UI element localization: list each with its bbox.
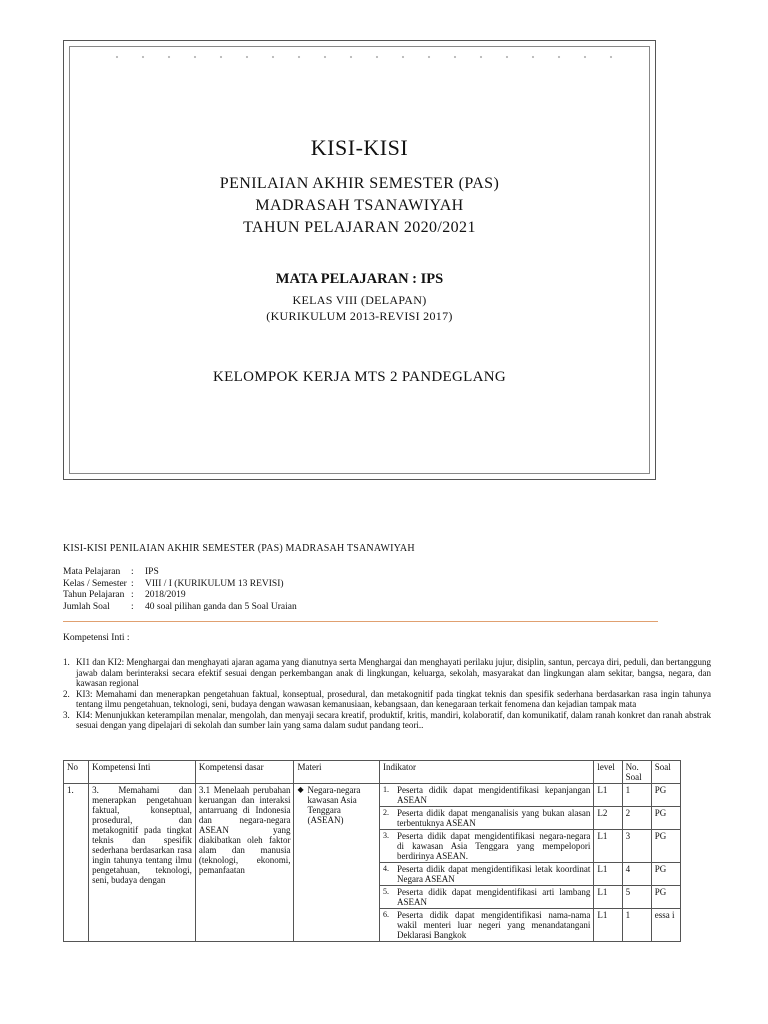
meta-key: Tahun Pelajaran bbox=[63, 590, 125, 600]
cell-soal: PG bbox=[651, 784, 680, 807]
indicator-text: Peserta didik dapat mengidentifikasi negara-negara di kawasan Asia Tenggara yang mempelopori berdirinya ASEAN. bbox=[397, 831, 591, 861]
indicator-number: 5. bbox=[383, 887, 390, 896]
materi-bullet-item bbox=[297, 785, 376, 825]
document-title: KISI-KISI PENILAIAN AKHIR SEMESTER (PAS) MADRASAH TSANAWIYAH bbox=[63, 543, 415, 554]
ki-number: 1. bbox=[63, 657, 70, 667]
cover-group: KELOMPOK KERJA MTS 2 PANDEGLANG bbox=[213, 369, 506, 385]
table-row bbox=[64, 784, 681, 807]
indicator-number: 6. bbox=[383, 910, 390, 919]
indicator-item bbox=[383, 808, 590, 828]
cover-title: KISI-KISI bbox=[310, 135, 409, 160]
meta-row bbox=[63, 590, 297, 602]
cover-kelas: KELAS VIII (DELAPAN) bbox=[292, 293, 427, 307]
indicator-number: 1. bbox=[383, 785, 390, 794]
ki-item bbox=[63, 657, 711, 689]
meta-key: Mata Pelajaran bbox=[63, 567, 121, 577]
header-soal: Soal bbox=[651, 761, 680, 784]
meta-value: VIII / I (KURIKULUM 13 REVISI) bbox=[145, 578, 284, 589]
meta-info bbox=[63, 567, 297, 613]
meta-key: Jumlah Soal bbox=[63, 601, 110, 612]
cover-class-info bbox=[64, 292, 655, 324]
header-indikator: Indikator bbox=[380, 761, 594, 784]
indicator-text: Peserta didik dapat mengidentifikasi nama-nama wakil menteri luar negeri yang menandatangani Deklarasi Bangkok bbox=[397, 910, 591, 940]
cell-no-soal: 5 bbox=[622, 886, 651, 909]
cell-soal: PG bbox=[651, 807, 680, 830]
indicator-item bbox=[383, 910, 590, 940]
indicator-number: 3. bbox=[383, 831, 390, 840]
indicator-item bbox=[383, 864, 590, 884]
indicator-text: Peserta didik dapat mengidentifikasi arti lambang ASEAN bbox=[397, 887, 591, 907]
cell-soal: PG bbox=[651, 830, 680, 863]
decorative-dots bbox=[104, 55, 615, 59]
cell-indicator bbox=[380, 909, 594, 942]
cell-level: L1 bbox=[594, 784, 622, 807]
cell-level: L1 bbox=[594, 863, 622, 886]
meta-sep: : bbox=[131, 578, 134, 589]
meta-value: IPS bbox=[145, 567, 159, 577]
cell-soal: PG bbox=[651, 886, 680, 909]
meta-row bbox=[63, 567, 297, 579]
header-level: level bbox=[594, 761, 622, 784]
cell-indicator bbox=[380, 863, 594, 886]
cover-line-madrasah: MADRASAH TSANAWIYAH bbox=[255, 197, 464, 214]
cover-inner-border bbox=[69, 46, 650, 474]
horizontal-divider bbox=[63, 621, 658, 622]
cell-indicator bbox=[380, 886, 594, 909]
cover-subtitle bbox=[64, 173, 655, 239]
indicator-item bbox=[383, 887, 590, 907]
cell-materi bbox=[294, 784, 380, 942]
cell-kd: 3.1 Menelaah perubahan keruangan dan interaksi antarruang di Indonesia dan negara-negara ASEAN yang diakibatkan oleh faktor alam dan manusia (teknologi, ekonomi, pemanfaatan bbox=[195, 784, 294, 942]
header-materi: Materi bbox=[294, 761, 380, 784]
cell-soal: PG bbox=[651, 863, 680, 886]
cell-no-soal: 3 bbox=[622, 830, 651, 863]
kisi-kisi-table bbox=[63, 760, 681, 942]
cover-kurikulum: (KURIKULUM 2013-REVISI 2017) bbox=[266, 309, 453, 323]
cell-level: L1 bbox=[594, 886, 622, 909]
ki-text: KI1 dan KI2: Menghargai dan menghayati ajaran agama yang dianutnya serta Menghargai dan menghayati perilaku jujur, disiplin, santun, percaya diri, peduli, dan bertanggung jawab dalam berinteraksi secara efektif sesuai dengan perkembangan anak di lingkungan, keluarga, sekolah, masyarakat dan lingkungan alam sekitar, bangsa, negara, dan kawasan regional bbox=[76, 657, 711, 688]
cell-indicator bbox=[380, 807, 594, 830]
materi-text: Negara-negara kawasan Asia Tenggara (ASEAN) bbox=[307, 785, 361, 825]
indicator-number: 2. bbox=[383, 808, 390, 817]
meta-value: 40 soal pilihan ganda dan 5 Soal Uraian bbox=[145, 601, 297, 612]
cover-frame bbox=[63, 40, 656, 480]
diamond-bullet-icon: ◆ bbox=[297, 785, 304, 794]
cell-row-no: 1. bbox=[64, 784, 89, 942]
meta-key: Kelas / Semester bbox=[63, 578, 127, 589]
indicator-text: Peserta didik dapat mengidentifikasi kepanjangan ASEAN bbox=[397, 785, 591, 805]
meta-row bbox=[63, 579, 297, 591]
meta-sep: : bbox=[131, 601, 134, 612]
ki-item bbox=[63, 689, 711, 710]
cover-line-tahun: TAHUN PELAJARAN 2020/2021 bbox=[243, 219, 476, 236]
meta-sep: : bbox=[131, 590, 134, 600]
cover-subject: MATA PELAJARAN : IPS bbox=[275, 271, 444, 287]
meta-row bbox=[63, 602, 297, 614]
ki-number: 2. bbox=[63, 688, 70, 699]
cell-level: L1 bbox=[594, 830, 622, 863]
ki-number: 3. bbox=[63, 709, 70, 720]
cell-ki: 3. Memahami dan menerapkan pengetahuan faktual, konseptual, prosedural, dan metakognitif pada tingkat teknis dan spesifik sederhana berdasarkan rasa ingin tahunya tentang ilmu pengetahuan, teknologi, seni, budaya dengan bbox=[89, 784, 196, 942]
ki-list bbox=[63, 657, 711, 731]
meta-value: 2018/2019 bbox=[145, 590, 186, 600]
table-header-row bbox=[64, 761, 681, 784]
meta-sep: : bbox=[131, 567, 134, 577]
cell-no-soal: 1 bbox=[622, 784, 651, 807]
cell-no-soal: 2 bbox=[622, 807, 651, 830]
header-kompetensi-dasar: Kompetensi dasar bbox=[195, 761, 294, 784]
cell-soal: essa i bbox=[651, 909, 680, 942]
cell-no-soal: 1 bbox=[622, 909, 651, 942]
header-kompetensi-inti: Kompetensi Inti bbox=[89, 761, 196, 784]
ki-item bbox=[63, 710, 711, 731]
cell-level: L1 bbox=[594, 909, 622, 942]
ki-text: KI4: Menunjukkan keterampilan menalar, mengolah, dan menyaji secara kreatif, produktif, kritis, mandiri, kolaboratif, dan komunikatif, dalam ranah konkret dan ranah abstrak sesuai dengan yang dipelajari di sekolah dan sumber lain yang sama dalam sudut pandang teori.. bbox=[76, 709, 711, 730]
header-no: No bbox=[64, 761, 89, 784]
header-no-soal: No. Soal bbox=[622, 761, 651, 784]
indicator-number: 4. bbox=[383, 864, 390, 873]
cover-line-pas: PENILAIAN AKHIR SEMESTER (PAS) bbox=[219, 175, 500, 192]
indicator-item bbox=[383, 785, 590, 805]
indicator-item bbox=[383, 831, 590, 861]
ki-text: KI3: Memahami dan menerapkan pengetahuan faktual, konseptual, prosedural, dan metakognitif pada tingkat teknis dan spesifik sederhana berdasarkan rasa ingin tahunya tentang ilmu pengetahuan, teknologi, seni, budaya dengan wawasan kemanusiaan, kebangsaan, dan kenegaraan terkait fenomena dan kejadian tampak mata bbox=[76, 688, 711, 709]
ki-heading: Kompetensi Inti : bbox=[63, 633, 130, 643]
cell-no-soal: 4 bbox=[622, 863, 651, 886]
indicator-text: Peserta didik dapat menganalisis yang bukan alasan terbentuknya ASEAN bbox=[397, 808, 591, 828]
cell-level: L2 bbox=[594, 807, 622, 830]
cell-indicator bbox=[380, 784, 594, 807]
indicator-text: Peserta didik dapat mengidentifikasi letak koordinat Negara ASEAN bbox=[397, 864, 591, 884]
cell-indicator bbox=[380, 830, 594, 863]
